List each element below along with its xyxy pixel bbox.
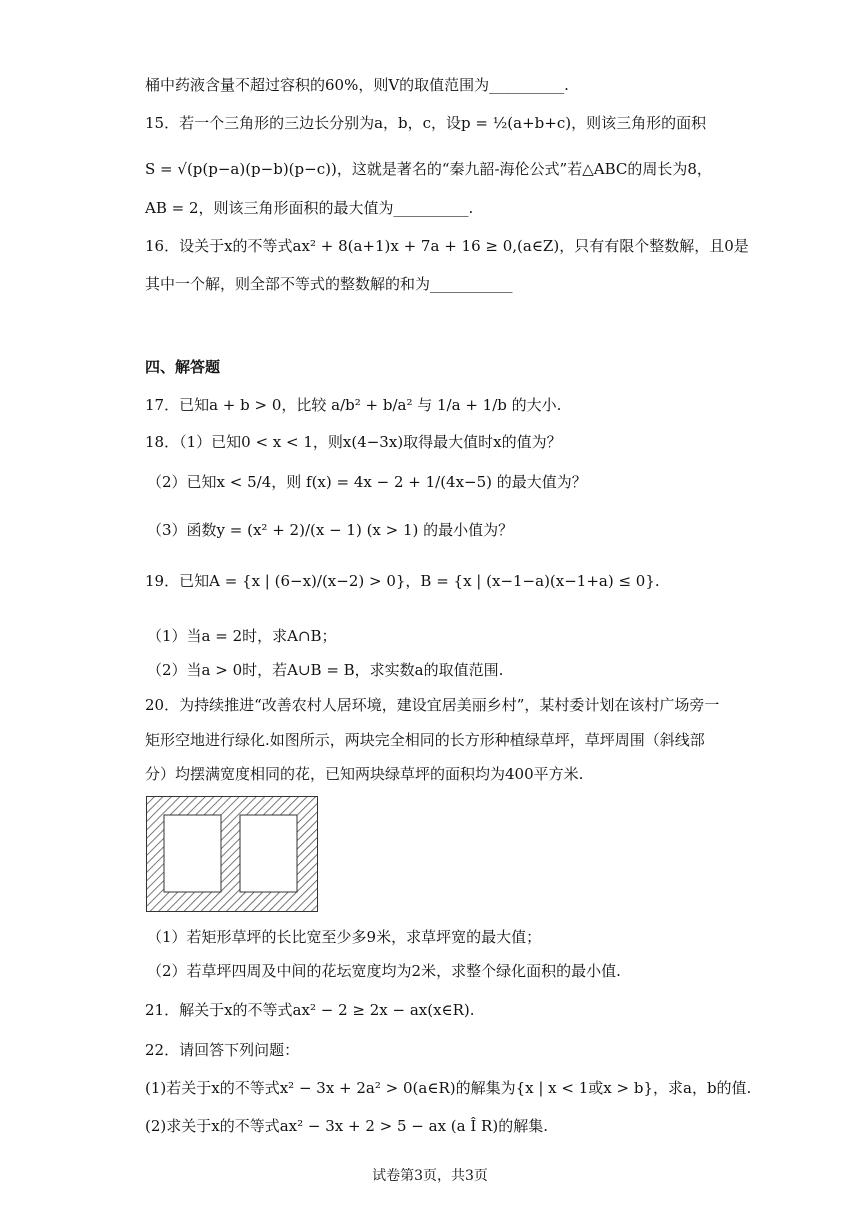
- question-18-part-3: （3）函数y = (x² + 2)/(x − 1) (x > 1) 的最小值为？: [147, 521, 514, 539]
- text-line: AB = 2，则该三角形面积的最大值为__________.: [145, 199, 474, 217]
- lawn-figure: [146, 796, 318, 912]
- question-17: 17．已知a + b > 0，比较 a/b² + b/a² 与 1/a + 1/b 的大小.: [145, 396, 562, 414]
- question-22-part-1: (1)若关于x的不等式x² − 3x + 2a² > 0(a∈R)的解集为{x | x < 1或x > b}，求a，b的值.: [145, 1079, 752, 1097]
- question-18: 18．（1）已知0 < x < 1，则x(4−3x)取得最大值时x的值为？: [145, 433, 562, 451]
- question-16: 16．设关于x的不等式ax² + 8(a+1)x + 7a + 16 ≥ 0,(a∈Z)，只有有限个整数解，且0是: [145, 237, 749, 255]
- question-20: 20．为持续推进“改善农村人居环境，建设宜居美丽乡村”，某村委计划在该村广场旁一: [145, 696, 720, 714]
- question-18-part-2: （2）已知x < 5/4，则 f(x) = 4x − 2 + 1/(4x−5) 的最大值为？: [147, 473, 587, 491]
- section-heading: 四、解答题: [145, 358, 221, 376]
- question-19: 19．已知A = {x | (6−x)/(x−2) > 0}，B = {x | (x−1−a)(x−1+a) ≤ 0}.: [145, 572, 660, 590]
- text-line: 其中一个解，则全部不等式的整数解的和为___________: [145, 275, 513, 293]
- question-21: 21．解关于x的不等式ax² − 2 ≥ 2x − ax(x∈R).: [145, 1001, 475, 1019]
- question-15: 15．若一个三角形的三边长分别为a，b，c，设p = ½(a+b+c)，则该三角形的面积: [145, 114, 707, 132]
- question-22: 22．请回答下列问题：: [145, 1041, 300, 1059]
- text-line: 分）均摆满宽度相同的花，已知两块绿草坪的面积均为400平方米.: [145, 765, 584, 783]
- question-19-part-2: （2）当a > 0时，若A∪B = B，求实数a的取值范围.: [147, 661, 504, 679]
- lawn-right: [240, 815, 297, 892]
- text-line: 矩形空地进行绿化.如图所示，两块完全相同的长方形种植绿草坪，草坪周围（斜线部: [145, 731, 705, 749]
- text-line: 桶中药液含量不超过容积的60%，则V的取值范围为__________.: [145, 76, 569, 94]
- question-20-part-1: （1）若矩形草坪的长比宽至少多9米，求草坪宽的最大值；: [147, 928, 542, 946]
- lawn-left: [164, 815, 221, 892]
- page-footer: 试卷第3页，共3页: [372, 1168, 488, 1184]
- question-19-part-1: （1）当a = 2时，求A∩B；: [147, 627, 337, 645]
- text-line: S = √(p(p−a)(p−b)(p−c))，这就是著名的“秦九韶-海伦公式”若△ABC的周长为8，: [145, 160, 712, 178]
- question-22-part-2: (2)求关于x的不等式ax² − 3x + 2 > 5 − ax (a Î R)的解集.: [145, 1117, 548, 1135]
- question-20-part-2: （2）若草坪四周及中间的花坛宽度均为2米，求整个绿化面积的最小值.: [147, 962, 621, 980]
